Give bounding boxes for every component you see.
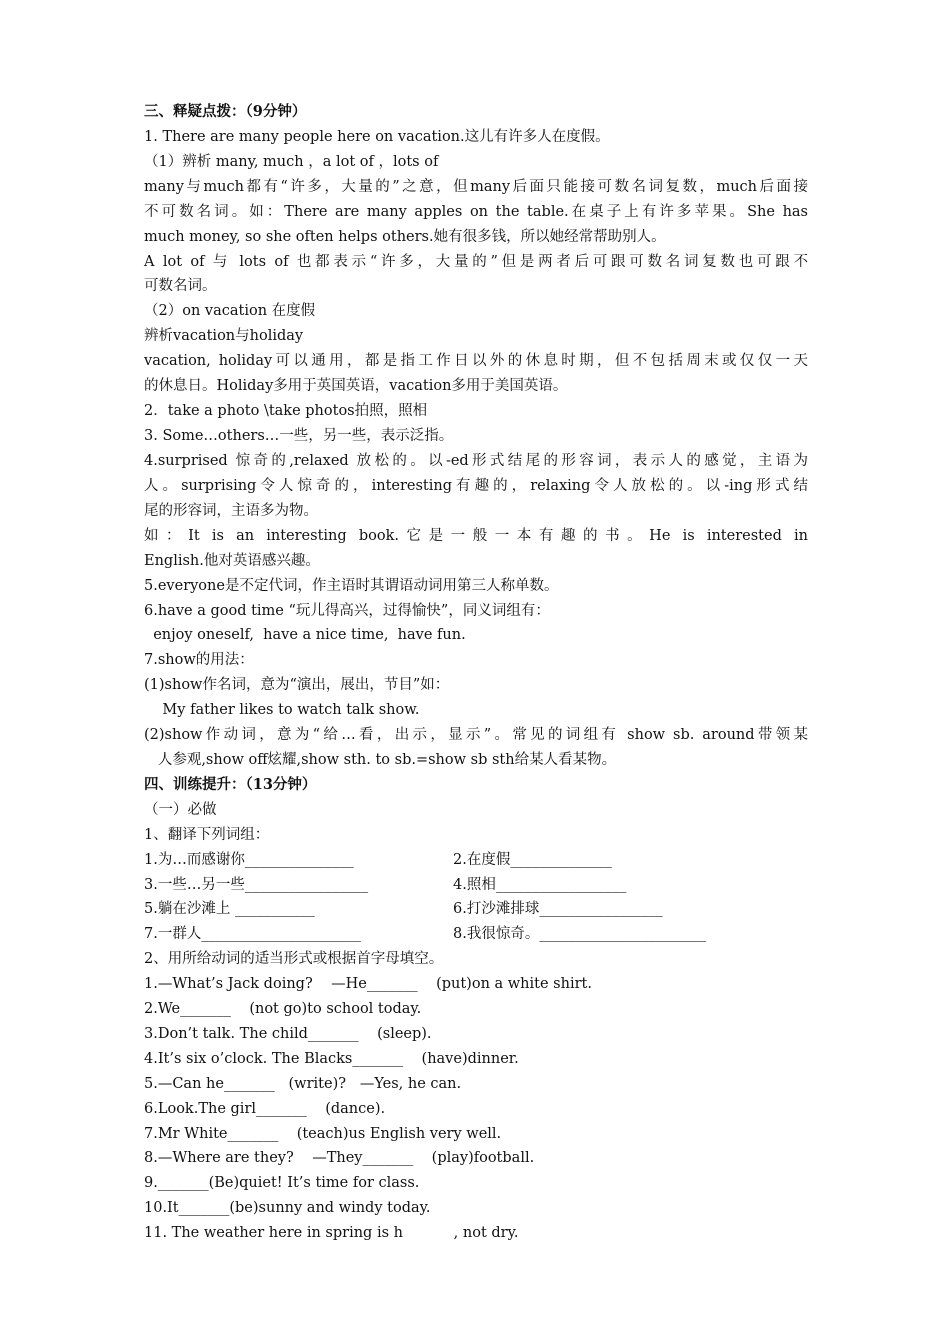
fill-blank-item: 11. The weather here in spring is h , not dry. (144, 1225, 519, 1241)
translate-item: 5.躺在沙滩上 ___________ (144, 901, 315, 917)
section-4-title: 四、训练提升：（13分钟） (144, 776, 317, 793)
text-line: 不可数名词。如：There are many apples on the table.在桌子上有许多苹果。She has (144, 204, 808, 220)
text-line: 3. Some…others…一些，另一些，表示泛指。 (144, 428, 454, 444)
text-line: (2)show作动词，意为“给…看，出示，显示”。常见的词组有 show sb. around带领某 (144, 727, 808, 743)
fill-blank-item: 2.We_______ (not go)to school today. (144, 1001, 422, 1017)
text-line: enjoy oneself, have a nice time, have fun. (144, 627, 466, 643)
text-line: 人参观,show off炫耀,show sth. to sb.=show sb sth给某人看某物。 (144, 752, 617, 768)
text-line: 尾的形容词，主语多为物。 (144, 503, 318, 519)
fill-blank-item: 3.Don’t talk. The child_______ (sleep). (144, 1026, 432, 1042)
text-line: (1)show作名词，意为“演出，展出，节目”如： (144, 677, 450, 693)
text-line: 辨析vacation与holiday (144, 328, 304, 344)
text-line: （1）辨析 many, much ，a lot of ，lots of (144, 154, 439, 170)
text-line: vacation, holiday可以通用，都是指工作日以外的休息时期，但不包括周末或仅仅一天 (144, 353, 808, 369)
text-line: 可数名词。 (144, 278, 217, 294)
translate-item: 3.一些…另一些_________________ (144, 877, 369, 893)
translate-item: 2.在度假______________ (453, 852, 612, 868)
text-line: English.他对英语感兴趣。 (144, 553, 320, 569)
fill-blank-item: 4.It’s six o’clock. The Blacks_______ (have)dinner. (144, 1051, 519, 1067)
translate-item: 7.一群人______________________ (144, 926, 361, 942)
text-line: many与much都有“许多，大量的”之意，但many后面只能接可数名词复数，much后面接 (144, 179, 808, 195)
translate-item: 6.打沙滩排球_________________ (453, 901, 663, 917)
text-line: 5.everyone是不定代词，作主语时其谓语动词用第三人称单数。 (144, 578, 559, 594)
text-line: 4.surprised 惊奇的,relaxed 放松的。以-ed形式结尾的形容词，表示人的感觉，主语为 (144, 453, 808, 469)
text-line: A lot of 与 lots of 也都表示“许多，大量的”但是两者后可跟可数名词复数也可跟不 (144, 254, 808, 270)
fill-blank-item: 8.—Where are they? —They_______ (play)football. (144, 1150, 535, 1166)
fill-blank-item: 9._______(Be)quiet! It’s time for class. (144, 1175, 420, 1191)
fill-blank-item: 5.—Can he_______ (write)? —Yes, he can. (144, 1076, 462, 1092)
text-line: much money, so she often helps others.她有很多钱，所以她经常帮助别人。 (144, 229, 666, 245)
text-line: My father likes to watch talk show. (144, 702, 420, 718)
text-line: 人。surprising令人惊奇的，interesting有趣的，relaxing令人放松的。以-ing形式结 (144, 478, 808, 494)
section-3-title: 三、释疑点拨：（9分钟） (144, 103, 307, 120)
fill-blank-item: 7.Mr White_______ (teach)us English very well. (144, 1126, 502, 1142)
question-1-title: 1、翻译下列词组： (144, 827, 270, 843)
translate-item: 4.照相__________________ (453, 877, 627, 893)
text-line: 2．take a photo \take photos拍照，照相 (144, 403, 428, 419)
text-line: 1. There are many people here on vacation.这儿有许多人在度假。 (144, 129, 610, 145)
translate-item: 1.为…而感谢你_______________ (144, 852, 354, 868)
question-2-title: 2、用所给动词的适当形式或根据首字母填空。 (144, 951, 444, 967)
fill-blank-item: 6.Look.The girl_______ (dance). (144, 1101, 386, 1117)
text-line: 6.have a good time “玩儿得高兴，过得愉快”，同义词组有： (144, 603, 550, 619)
fill-blank-item: 1.—What’s Jack doing? —He_______ (put)on a white shirt. (144, 976, 592, 992)
text-line: （2）on vacation 在度假 (144, 303, 316, 319)
translate-item: 8.我很惊奇。_______________________ (453, 926, 707, 942)
text-line: 的休息日。Holiday多用于英国英语，vacation多用于美国英语。 (144, 378, 568, 394)
fill-blank-item: 10.It_______(be)sunny and windy today. (144, 1200, 431, 1216)
subsection-title: （一）必做 (144, 802, 217, 818)
text-line: 7.show的用法： (144, 652, 254, 668)
text-line: 如：It is an interesting book.它是一般一本有趣的书。He is interested in (144, 528, 808, 544)
